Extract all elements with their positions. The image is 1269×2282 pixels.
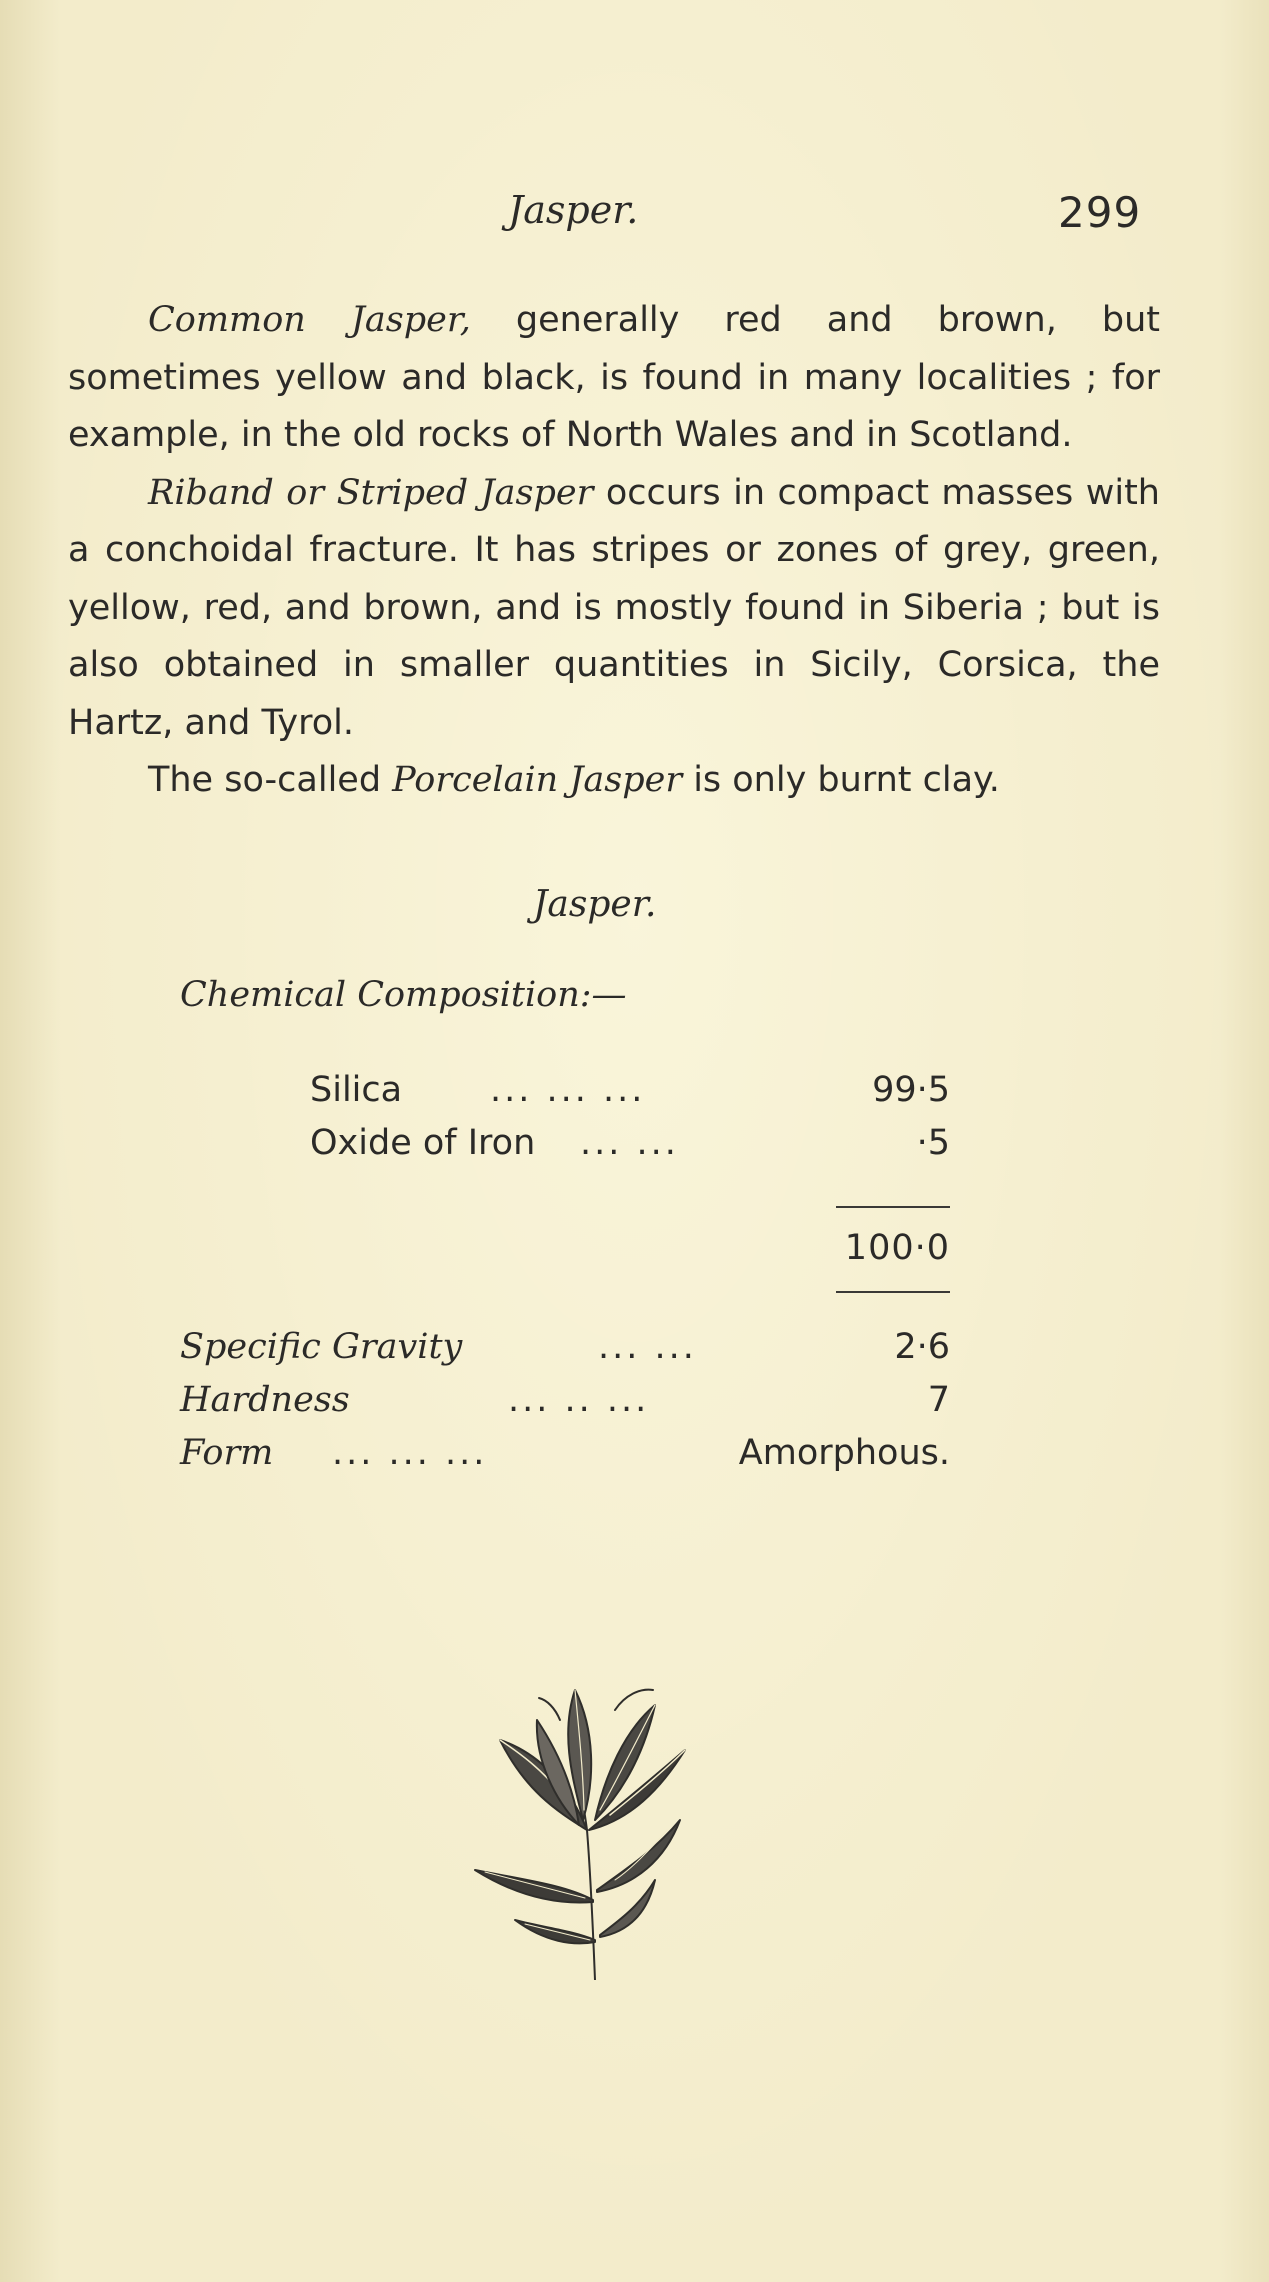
property-value: Amorphous.: [738, 1433, 950, 1473]
page-number: 299: [1058, 188, 1142, 237]
composition-value: 99·5: [872, 1070, 950, 1110]
paragraph: [68, 465, 1160, 753]
property-row-form: [180, 1433, 950, 1483]
section-title: Jasper.: [533, 884, 657, 925]
paragraph-text: The so-called: [148, 760, 393, 800]
running-head-title: Jasper.: [508, 188, 639, 232]
leader-dots: ... ... ...: [490, 1070, 646, 1110]
property-row-specific-gravity: [180, 1327, 950, 1377]
composition-total: 100·0: [844, 1228, 950, 1268]
paragraph-text: generally red and brown, but sometimes yellow and black, is found in many localities ; for example, in the old rocks of North Wales and in Scotland.: [68, 300, 1160, 455]
italic-term: Porcelain Jasper: [392, 760, 683, 800]
composition-label: Silica: [310, 1070, 403, 1110]
property-label: Form: [180, 1433, 274, 1473]
running-head: [0, 188, 1269, 248]
leader-dots: ... .. ...: [508, 1380, 650, 1420]
composition-row-silica: [310, 1070, 950, 1120]
italic-term: Common Jasper,: [148, 300, 471, 340]
composition-value: ·5: [916, 1123, 950, 1163]
property-row-hardness: [180, 1380, 950, 1430]
leader-dots: ... ... ...: [332, 1433, 488, 1473]
total-rule: [836, 1291, 950, 1293]
composition-row-oxide-of-iron: [310, 1123, 950, 1173]
leader-dots: ... ...: [580, 1123, 679, 1163]
property-value: 2·6: [894, 1327, 950, 1367]
composition-label: Oxide of Iron: [310, 1123, 536, 1163]
paragraph-text: is only burnt clay.: [682, 760, 1000, 800]
leader-dots: ... ...: [598, 1327, 697, 1367]
lily-flower-ornament-icon: [455, 1680, 730, 1980]
sum-rule: [836, 1206, 950, 1208]
body-text: [68, 292, 1160, 810]
chemical-composition-heading: Chemical Composition:—: [180, 975, 627, 1015]
property-label: Hardness: [180, 1380, 350, 1420]
paragraph: [68, 292, 1160, 465]
property-value: 7: [927, 1380, 950, 1420]
italic-term: Riband or Striped Jasper: [148, 472, 594, 513]
paragraph: [68, 752, 1160, 810]
property-label: Specific Gravity: [180, 1327, 463, 1367]
paragraph-text: occurs in compact masses with a conchoidal fracture. It has stripes or zones of grey, green, yellow, red, and brown, and is mostly found in Siberia ; but is also obtained in smaller quantities in Sicily, Corsica, the Hartz, and Tyrol.: [68, 472, 1160, 743]
